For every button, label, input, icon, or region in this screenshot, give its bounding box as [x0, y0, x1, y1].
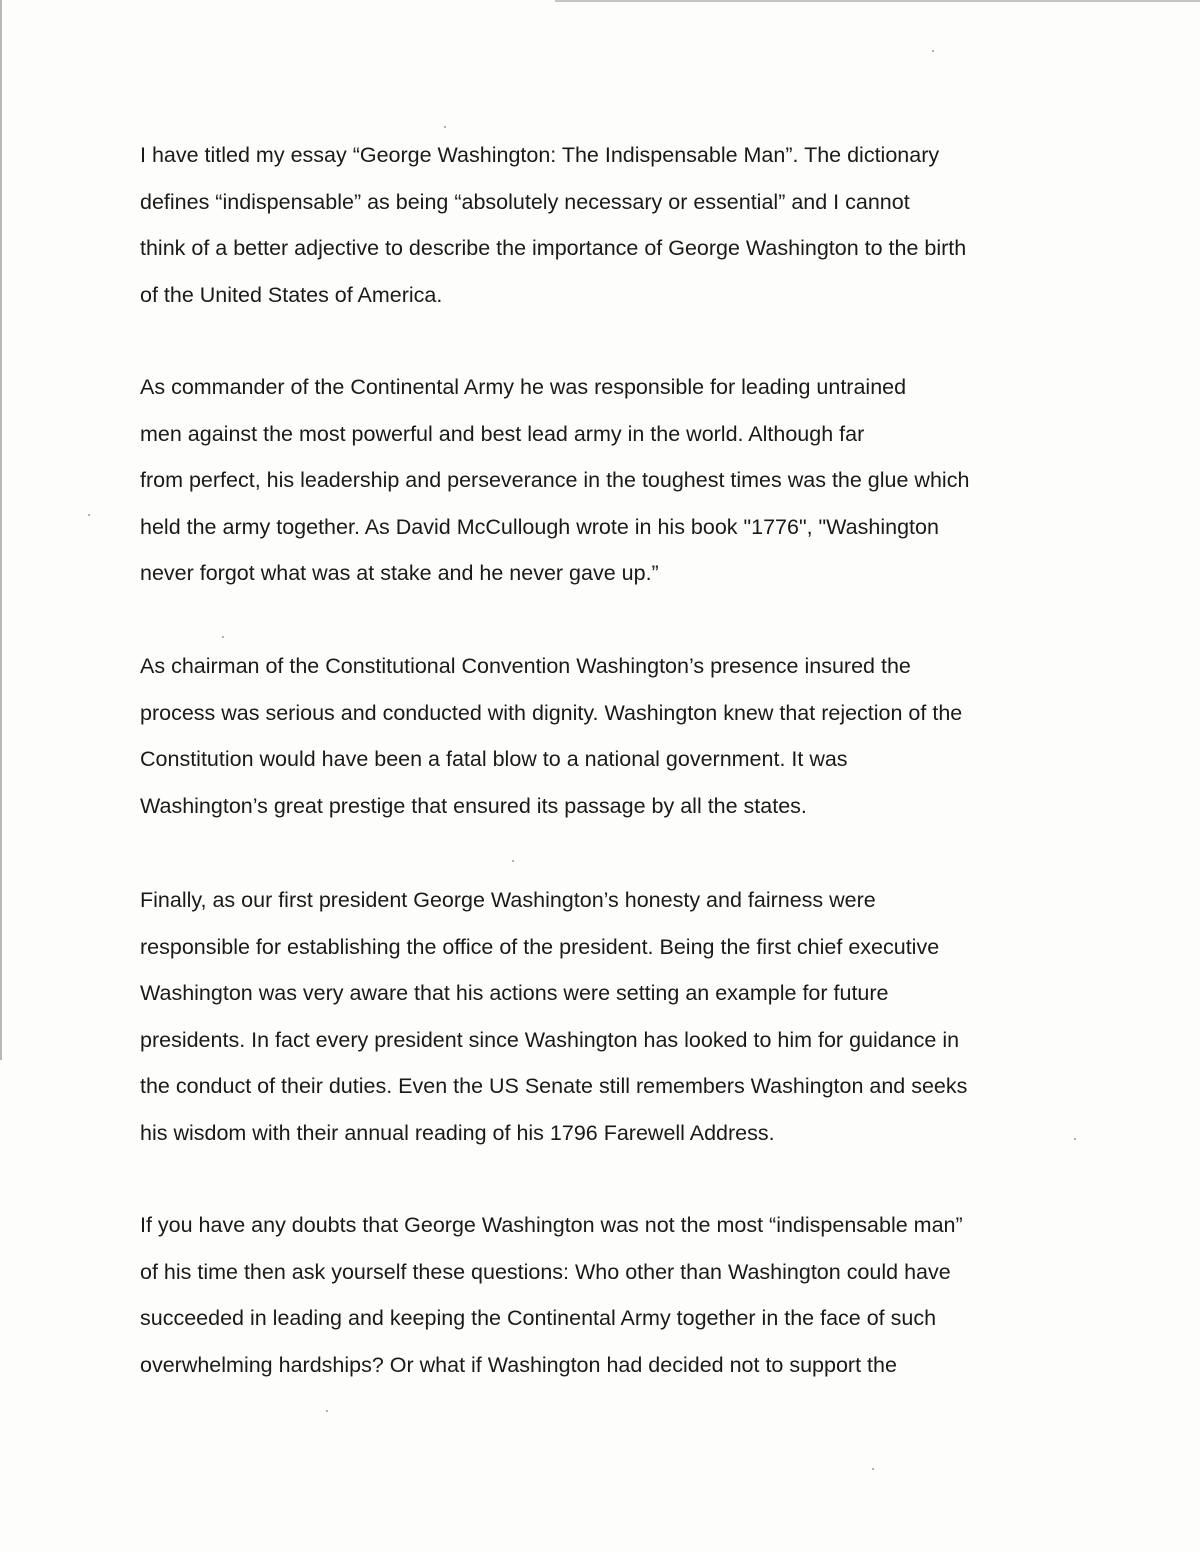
scan-speck: [932, 50, 934, 52]
text-line: from perfect, his leadership and perseverance in the toughest times was the glue which: [140, 468, 970, 492]
text-line: overwhelming hardships? Or what if Washington had decided not to support the: [140, 1352, 897, 1377]
scan-speck: [88, 514, 90, 516]
scan-edge-top: [555, 0, 1200, 2]
text-line: presidents. In fact every president since Washington has looked to him for guidance in: [140, 1027, 960, 1052]
text-line: process was serious and conducted with dignity. Washington knew that rejection of the: [140, 700, 963, 725]
scan-speck: [222, 636, 224, 638]
scan-speck: [326, 1410, 328, 1412]
text-line: As commander of the Continental Army he was responsible for leading untrained: [140, 375, 907, 399]
text-line: responsible for establishing the office of the president. Being the first chief executive: [140, 934, 940, 959]
text-line: the conduct of their duties. Even the US Senate still remembers Washington and seeks: [140, 1074, 968, 1098]
essay-paragraph-intro: [140, 132, 1140, 318]
text-line: think of a better adjective to describe the importance of George Washington to the birth: [140, 236, 967, 260]
text-line: Constitution would have been a fatal blow to a national government. It was: [140, 747, 848, 771]
text-line: Washington’s great prestige that ensured its passage by all the states.: [140, 793, 807, 818]
text-line: men against the most powerful and best lead army in the world. Although far: [140, 421, 865, 446]
essay-paragraph-president: [140, 877, 1140, 1156]
scan-speck: [512, 860, 514, 862]
text-line: If you have any doubts that George Washington was not the most “indispensable man”: [140, 1213, 963, 1237]
text-line: Finally, as our first president George Washington’s honesty and fairness were: [140, 888, 876, 912]
text-line: Washington was very aware that his actions were setting an example for future: [140, 981, 889, 1005]
text-line: defines “indispensable” as being “absolutely necessary or essential” and I cannot: [140, 189, 910, 214]
text-line: succeeded in leading and keeping the Continental Army together in the face of such: [140, 1306, 937, 1330]
text-line: never forgot what was at stake and he never gave up.”: [140, 561, 659, 585]
essay-paragraph-commander: [140, 364, 1140, 597]
text-line: of his time then ask yourself these questions: Who other than Washington could have: [140, 1259, 951, 1284]
text-line: As chairman of the Constitutional Convention Washington’s presence insured the: [140, 654, 911, 678]
text-line: of the United States of America.: [140, 282, 443, 307]
essay-paragraph-convention: [140, 643, 1140, 829]
scan-speck: [872, 1468, 874, 1470]
text-line: held the army together. As David McCullough wrote in his book "1776", "Washington: [140, 514, 939, 539]
text-line: I have titled my essay “George Washington: The Indispensable Man”. The dictionary: [140, 143, 940, 167]
scan-edge-left: [0, 0, 2, 1060]
scan-speck: [444, 126, 446, 128]
essay-paragraph-conclusion: [140, 1202, 1140, 1388]
text-line: his wisdom with their annual reading of his 1796 Farewell Address.: [140, 1120, 775, 1145]
